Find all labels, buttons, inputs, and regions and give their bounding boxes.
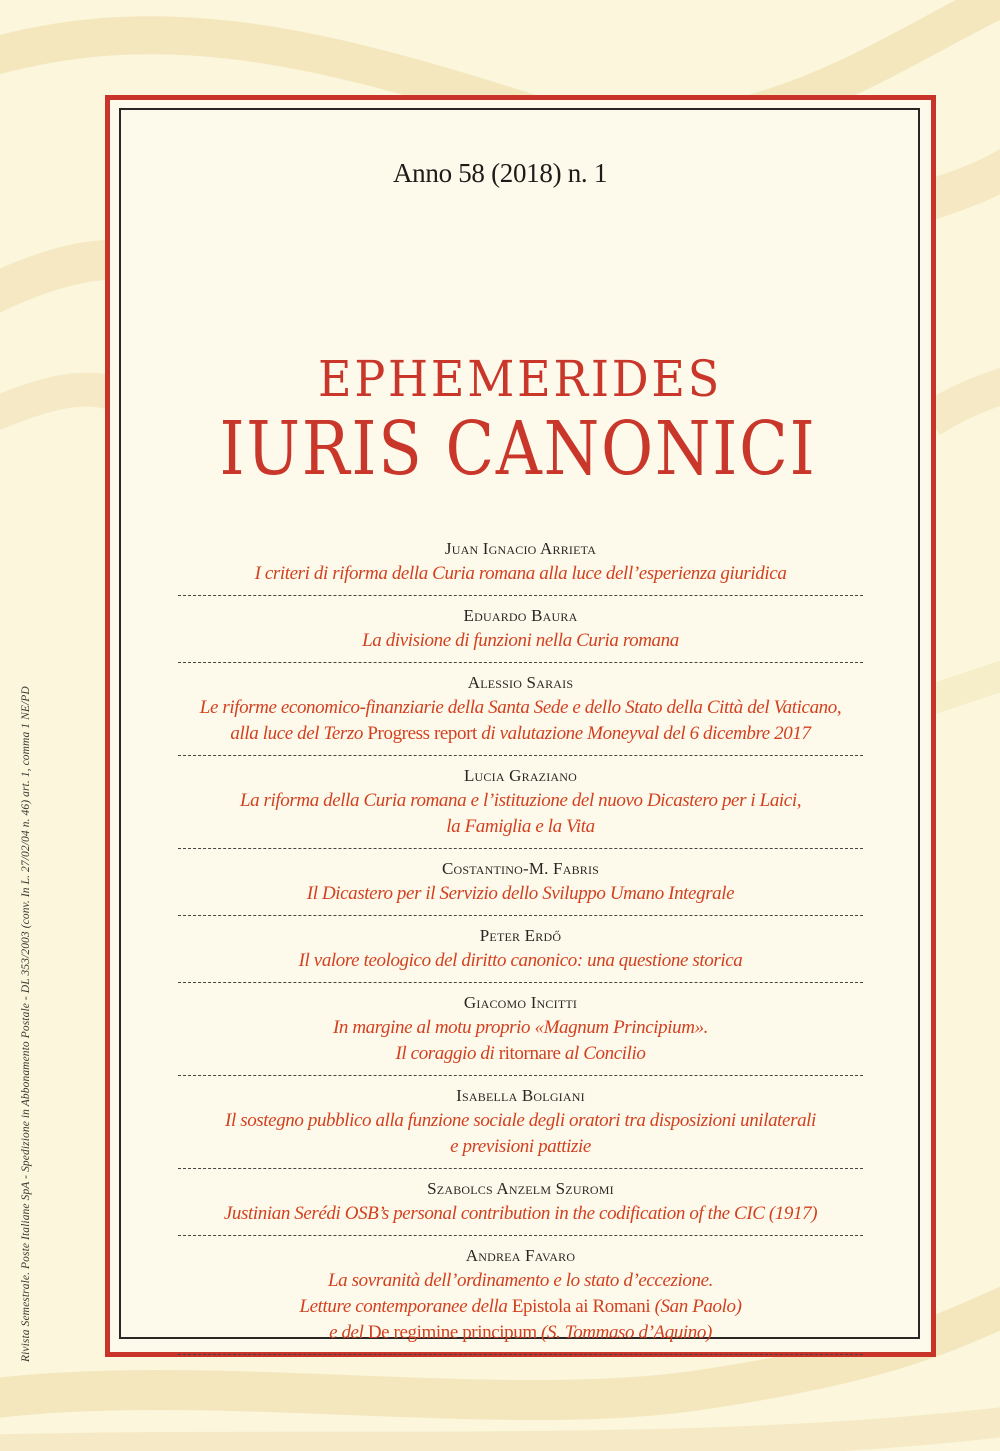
article-author: Alessio Sarais — [467, 673, 574, 692]
italic-title-fragment: Il valore teologico del diritto canonico: una questione storica — [298, 950, 743, 971]
italic-title-fragment: (San Paolo) — [650, 1296, 742, 1317]
italic-title-fragment: La divisione di funzioni nella Curia romana — [362, 630, 679, 651]
italic-title-fragment: Letture contemporanee della — [299, 1296, 512, 1317]
article-title-line — [178, 881, 863, 907]
article-title-line — [178, 721, 863, 747]
article-title-line — [178, 1041, 863, 1067]
italic-title-fragment: di valutazione Moneyval del 6 dicembre 2017 — [476, 723, 811, 744]
upright-title-fragment: Epistola ai Romani — [511, 1296, 651, 1317]
article-title-line — [178, 788, 863, 814]
article-title-line — [178, 695, 863, 721]
italic-title-fragment: al Concilio — [560, 1043, 646, 1064]
italic-title-fragment: In margine al motu proprio «Magnum Principium». — [332, 1017, 709, 1038]
article-title-line — [178, 1201, 863, 1227]
article-author: Isabella Bolgiani — [456, 1086, 585, 1105]
dashed-separator — [178, 595, 863, 596]
dashed-separator — [178, 848, 863, 849]
toc-entry — [178, 924, 863, 983]
table-of-contents — [178, 537, 863, 1363]
italic-title-fragment: (S. Tommaso d’Aquino) — [536, 1322, 712, 1343]
dashed-separator — [178, 915, 863, 916]
italic-title-fragment: Le riforme economico-finanziarie della Santa Sede e dello Stato della Città del Vaticano, — [199, 697, 842, 718]
upright-title-fragment: De regimine principum — [367, 1322, 537, 1343]
article-author: Eduardo Baura — [463, 606, 578, 625]
article-title-line — [178, 814, 863, 840]
dashed-separator — [178, 1168, 863, 1169]
dashed-separator — [178, 1075, 863, 1076]
toc-entry — [178, 1244, 863, 1355]
italic-title-fragment: Il coraggio di — [395, 1043, 499, 1064]
italic-title-fragment: Il sostegno pubblico alla funzione sociale degli oratori tra disposizioni unilaterali — [225, 1110, 816, 1131]
article-title-line — [178, 561, 863, 587]
italic-title-fragment: alla luce del Terzo — [230, 723, 368, 744]
toc-entry — [178, 991, 863, 1076]
article-title-line — [178, 1134, 863, 1160]
toc-entry — [178, 537, 863, 596]
toc-entry — [178, 671, 863, 756]
toc-entry — [178, 1177, 863, 1236]
journal-title-line2: IURIS CANONICI — [219, 406, 817, 492]
toc-entry — [178, 604, 863, 663]
article-author: Lucia Graziano — [463, 766, 578, 785]
article-title-line — [178, 948, 863, 974]
upright-title-fragment: ritornare — [498, 1043, 561, 1064]
article-author: Juan Ignacio Arrieta — [444, 539, 597, 558]
italic-title-fragment: Il Dicastero per il Servizio dello Sviluppo Umano Integrale — [306, 883, 735, 904]
dashed-separator — [178, 1235, 863, 1236]
italic-title-fragment: La sovranità dell’ordinamento e lo stato d’eccezione. — [328, 1270, 713, 1291]
postal-notice: Rivista Semestrale. Poste Italiane SpA - Spedizione in Abbonamento Postale - DL 353/2003 (conv. In L. 27/02/04 n. 46) art. 1, comma 1 NE/PD — [20, 686, 32, 1362]
article-author: Andrea Favaro — [465, 1246, 576, 1265]
article-title-line — [178, 1108, 863, 1134]
toc-entry — [178, 1084, 863, 1169]
article-title-line — [178, 1294, 863, 1320]
article-title-line — [178, 1320, 863, 1346]
toc-entry — [178, 764, 863, 849]
italic-title-fragment: Justinian Serédi OSB’s personal contribution in the codification of the CIC (1917) — [223, 1203, 818, 1224]
italic-title-fragment: I criteri di riforma della Curia romana alla luce dell’esperienza giuridica — [254, 563, 787, 584]
dashed-separator — [178, 1354, 863, 1355]
italic-title-fragment: la Famiglia e la Vita — [446, 816, 595, 837]
dashed-separator — [178, 662, 863, 663]
article-title-line — [178, 1015, 863, 1041]
article-title-line — [178, 1268, 863, 1294]
italic-title-fragment: e del — [329, 1322, 368, 1343]
article-author: Szabolcs Anzelm Szuromi — [427, 1179, 614, 1198]
article-author: Giacomo Incitti — [463, 993, 578, 1012]
article-title-line — [178, 628, 863, 654]
toc-entry — [178, 857, 863, 916]
italic-title-fragment: La riforma della Curia romana e l’istituzione del nuovo Dicastero per i Laici, — [239, 790, 802, 811]
journal-title-line1: EPHEMERIDES — [317, 350, 723, 408]
upright-title-fragment: Progress report — [367, 723, 477, 744]
italic-title-fragment: e previsioni pattizie — [450, 1136, 591, 1157]
issue-label: Anno 58 (2018) n. 1 — [392, 158, 608, 188]
dashed-separator — [178, 755, 863, 756]
dashed-separator — [178, 982, 863, 983]
article-author: Costantino-M. Fabris — [441, 859, 600, 878]
article-author: Peter Erdő — [479, 926, 562, 945]
